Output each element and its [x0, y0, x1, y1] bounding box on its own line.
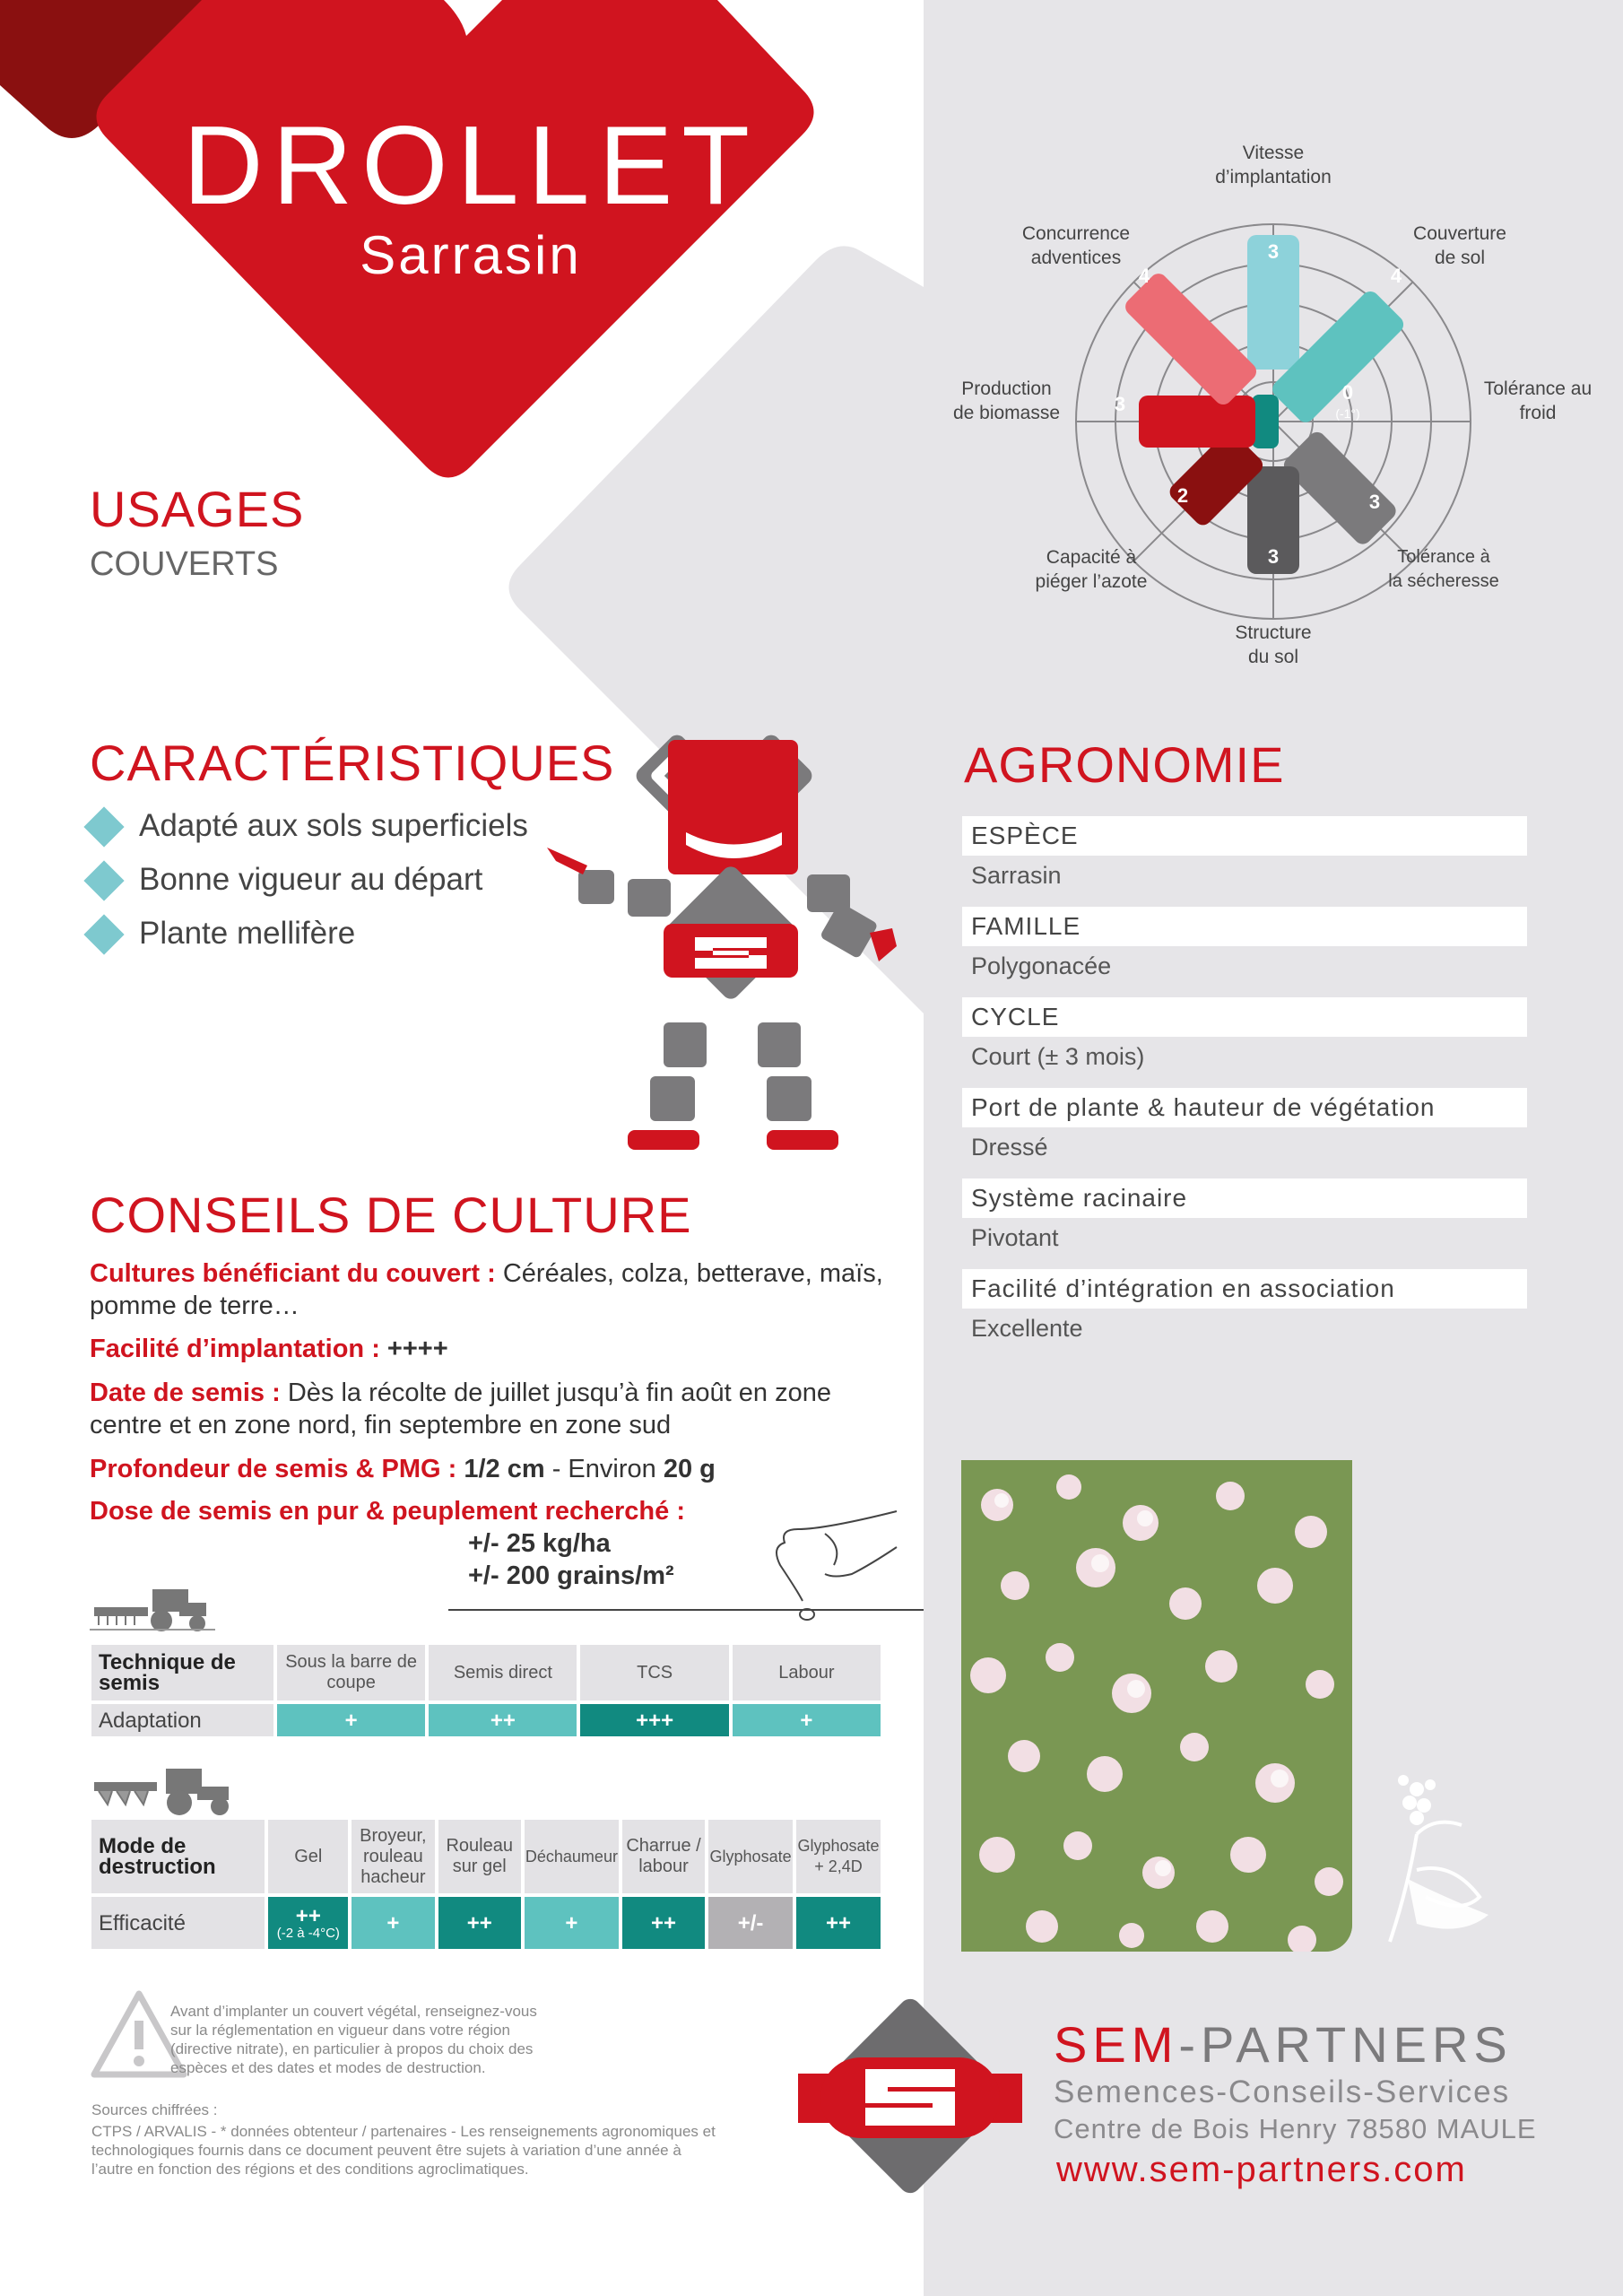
sources-text: CTPS / ARVALIS - * données obtenteur / partenaires - Les renseignements agronomiques et technologiques fournis dans ce document peuvent être sujets à variation d’une année à l’autre en fonction des régions et des conditions agroclimatiques. [91, 2123, 716, 2178]
radar-label-adventices: Concurrence adventices [1021, 223, 1131, 268]
radar-value-biomasse: 3 [1114, 393, 1126, 415]
agro-label-cycle: CYCLE [962, 997, 1527, 1037]
sem-logo-icon [798, 1984, 1022, 2208]
destruction-col: Charrue / labour [622, 1820, 705, 1893]
semis-value: ++ [429, 1704, 577, 1736]
agro-value-cycle: Court (± 3 mois) [971, 1043, 1145, 1070]
radar-bar-froid [1252, 395, 1279, 448]
semis-value: + [733, 1704, 881, 1736]
destruction-header: Mode de destruction [91, 1820, 265, 1893]
agronomie-heading: AGRONOMIE [964, 736, 1285, 793]
brand-address: Centre de Bois Henry 78580 MAULE [1054, 2113, 1537, 2144]
agro-label-famille: FAMILLE [962, 907, 1527, 946]
list-item: Bonne vigueur au départ [90, 857, 482, 902]
radar-label-vitesse: Vitesse d’implantation [1215, 143, 1332, 187]
semis-value: + [277, 1704, 425, 1736]
radar-value-structure: 3 [1267, 545, 1280, 568]
semis-col: Semis direct [429, 1645, 577, 1700]
list-item: Adapté aux sols superficiels [90, 804, 528, 848]
conseil-dose: Dose de semis en pur & peuplement recherché : [90, 1497, 685, 1526]
radar-value-adventices: 4 [1138, 265, 1150, 287]
list-item: Plante mellifère [90, 911, 355, 956]
agro-label-association: Facilité d’intégration en association [962, 1269, 1527, 1309]
semis-header: Technique de semis [91, 1645, 273, 1700]
warning-text: Avant d’implanter un couvert végétal, renseignez-vous sur la réglementation en vigueur dans votre région (directive nitrate), en particulier à propos du choix des espèces et des dates et modes de destruction. [170, 2003, 537, 2076]
destruction-value: + [352, 1897, 434, 1949]
agro-value-famille: Polygonacée [971, 952, 1112, 979]
semis-value: +++ [580, 1704, 728, 1736]
conseil-cultures: Cultures bénéficiant du couvert : Céréales, colza, betterave, maïs, pomme de terre… [90, 1259, 883, 1320]
buckwheat-photo [961, 1460, 1352, 1952]
product-title: DROLLET [183, 104, 759, 228]
title-block [148, 104, 794, 287]
radar-label-biomasse: Production de biomasse [952, 378, 1061, 423]
flower-drawing-icon [1354, 1762, 1533, 1951]
conseil-date: Date de semis : Dès la récolte de juillet jusqu’à fin août en zone centre et en zone nord, fin septembre en zone sud [90, 1378, 831, 1439]
radar-bar-biomasse [1139, 396, 1255, 448]
destruction-col: Rouleau sur gel [438, 1820, 521, 1893]
radar-value-vitesse: 3 [1267, 240, 1280, 263]
usages-heading: USAGES [90, 481, 305, 537]
destruction-value: + [525, 1897, 619, 1949]
semis-row-label: Adaptation [91, 1704, 273, 1736]
destruction-value: ++ [438, 1897, 521, 1949]
hand-sowing-icon [448, 1493, 924, 1637]
agro-label-espece: ESPÈCE [962, 816, 1527, 856]
semis-col: Sous la barre de coupe [277, 1645, 425, 1700]
destruction-col: Gel [268, 1820, 348, 1893]
radar-note-froid: (-1°) [1335, 406, 1360, 421]
product-subtitle: Sarrasin [360, 225, 582, 285]
usages-value: COUVERTS [90, 545, 279, 583]
brand-tagline: Semences-Conseils-Services [1054, 2074, 1511, 2109]
radar-label-froid: Tolérance au froid [1483, 378, 1593, 423]
radar-value-secheresse: 3 [1368, 491, 1381, 513]
destruction-value: ++ (-2 à -4°C) [268, 1897, 348, 1949]
destruction-value: +/- [708, 1897, 793, 1949]
radar-label-structure: Structure du sol [1235, 622, 1312, 667]
plough-tractor-icon [90, 1760, 233, 1818]
destruction-col: Glyphosate + 2,4D [796, 1820, 881, 1893]
destruction-col: Glyphosate [708, 1820, 793, 1893]
brand-website-link[interactable]: www.sem-partners.com [1056, 2150, 1467, 2189]
conseil-facilite: Facilité d’implantation : ++++ [90, 1335, 448, 1363]
agro-value-port: Dressé [971, 1134, 1048, 1161]
caracteristiques-heading: CARACTÉRISTIQUES [90, 735, 615, 791]
dose-values: +/- 25 kg/ha +/- 200 grains/m² [468, 1529, 674, 1590]
destruction-col: Broyeur, rouleau hacheur [352, 1820, 434, 1893]
destruction-value: ++ [796, 1897, 881, 1949]
sources-title: Sources chiffrées : [91, 2101, 218, 2118]
conseil-profondeur: Profondeur de semis & PMG : 1/2 cm - Environ 20 g [90, 1455, 716, 1483]
seeder-tractor-icon [90, 1571, 215, 1634]
agro-label-port: Port de plante & hauteur de végétation [962, 1088, 1527, 1127]
radar-label-couverture: Couverture de sol [1413, 223, 1506, 268]
radar-bar-adventices [1122, 270, 1260, 408]
radar-value-froid: 0 [1341, 381, 1354, 404]
radar-label-azote: Capacité à piéger l’azote [1035, 547, 1148, 592]
agro-value-racinaire: Pivotant [971, 1224, 1059, 1251]
agro-value-association: Excellente [971, 1315, 1083, 1342]
destruction-row-label: Efficacité [91, 1897, 265, 1949]
radar-value-couverture: 4 [1390, 265, 1402, 287]
semis-table [88, 1641, 884, 1740]
diamond-bullet-icon [83, 914, 124, 954]
brand-name: SEM-PARTNERS [1054, 2016, 1513, 2073]
radar-label-secheresse: Tolérance à la sécheresse [1388, 547, 1499, 591]
semis-col: TCS [580, 1645, 728, 1700]
conseils-heading: CONSEILS DE CULTURE [90, 1187, 692, 1243]
diamond-bullet-icon [83, 860, 124, 900]
agro-value-espece: Sarrasin [971, 862, 1062, 889]
destruction-col: Déchaumeur [525, 1820, 619, 1893]
diamond-bullet-icon [83, 806, 124, 847]
destruction-value: ++ [622, 1897, 705, 1949]
semis-col: Labour [733, 1645, 881, 1700]
robot-mascot [538, 726, 915, 1157]
destruction-table [88, 1816, 884, 1952]
radar-value-azote: 2 [1176, 484, 1189, 507]
agro-label-racinaire: Système racinaire [962, 1178, 1527, 1218]
